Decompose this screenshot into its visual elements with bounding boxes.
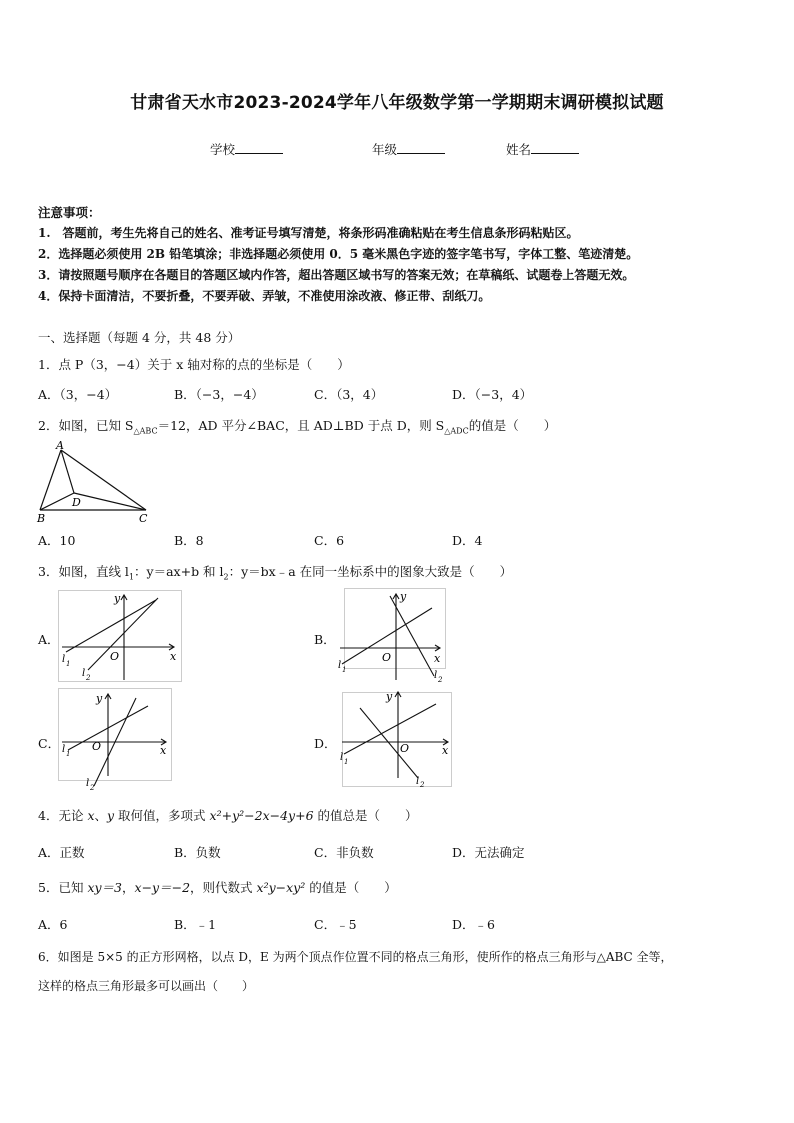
l2-label: l xyxy=(416,776,420,787)
l1-subscript: 1 xyxy=(66,750,71,758)
q3-text-post: ：y＝bx﹣a 在同一坐标系中的图象大致是（ ） xyxy=(228,564,513,579)
q2-text-mid: ＝12，AD 平分∠BAC，且 AD⊥BD 于点 D，则 S xyxy=(157,418,445,433)
q5-text-post: 的值是（ ） xyxy=(305,880,397,895)
l1-label: l xyxy=(62,744,66,755)
q1-option-d: D．（−3，4） xyxy=(452,387,533,402)
grade-field xyxy=(372,140,445,158)
q5-condition-1: xy＝3 xyxy=(87,880,123,895)
q3-option-c: C． xyxy=(38,736,61,751)
l1-subscript: 1 xyxy=(342,666,347,674)
q3-sub-2: 2 xyxy=(223,572,229,582)
q5-option-a: A．6 xyxy=(38,917,68,932)
q2-option-c: C．6 xyxy=(314,533,345,548)
origin-label: O xyxy=(92,740,102,753)
page-title: 甘肃省天水市2023-2024学年八年级数学第一学期期末调研模拟试题 xyxy=(130,93,664,113)
vertex-b-label: B xyxy=(37,512,46,525)
school-blank xyxy=(235,141,283,154)
graph-c xyxy=(58,688,172,792)
y-axis-label: y xyxy=(400,590,407,603)
l2-label: l xyxy=(82,668,86,679)
q2-option-b: B．8 xyxy=(174,533,204,548)
name-blank xyxy=(531,141,579,154)
l1-label: l xyxy=(340,752,344,763)
vertex-a-label: A xyxy=(56,440,64,452)
school-label: 学校 xyxy=(210,142,236,157)
q4-option-b: B．负数 xyxy=(174,845,221,860)
question-6-line-2: 这样的格点三角形最多可以画出（ ） xyxy=(38,979,255,993)
question-3 xyxy=(38,562,512,582)
l2-subscript: 2 xyxy=(86,674,91,682)
origin-label: O xyxy=(382,651,392,664)
l2-label: l xyxy=(434,670,438,681)
grade-blank xyxy=(397,141,445,154)
question-1: 1．点 P（3，−4）关于 x 轴对称的点的坐标是（ ） xyxy=(38,357,350,372)
q3-option-d: D． xyxy=(314,736,337,751)
triangle-figure xyxy=(34,440,154,526)
q3-option-a: A． xyxy=(38,632,60,647)
q2-option-d: D．4 xyxy=(452,533,483,548)
school-field xyxy=(210,140,283,158)
q1-option-b: B．（−3，−4） xyxy=(174,387,264,402)
note-item: 4．保持卡面清洁，不要折叠，不要弄破、弄皱，不准使用涂改液、修正带、刮纸刀。 xyxy=(38,289,491,303)
graph-b xyxy=(334,588,446,684)
q5-sep: ， xyxy=(122,880,135,895)
q4-option-c: C．非负数 xyxy=(314,845,374,860)
y-axis-label: y xyxy=(114,592,121,605)
note-item: 1. 答题前，考生先将自己的姓名、准考证号填写清楚，将条形码准确粘贴在考生信息条形码粘贴区。 xyxy=(38,226,579,240)
q3-option-b: B． xyxy=(314,632,336,647)
q4-sep: 、 xyxy=(94,808,108,823)
x-axis-label: x xyxy=(160,744,167,757)
graph-a xyxy=(58,590,182,682)
name-label: 姓名 xyxy=(506,142,532,157)
question-5 xyxy=(38,878,397,896)
l2-subscript: 2 xyxy=(438,676,443,684)
notes-heading: 注意事项： xyxy=(38,205,101,220)
vertex-c-label: C xyxy=(139,512,148,525)
q2-sub-abc: △ABC xyxy=(133,426,158,436)
note-item: 3．请按照题号顺序在各题目的答题区域内作答，超出答题区域书写的答案无效；在草稿纸、试题卷上答题无效。 xyxy=(38,268,635,282)
y-axis-label: y xyxy=(96,692,103,705)
origin-label: O xyxy=(110,650,120,663)
x-axis-label: x xyxy=(434,652,441,665)
vertex-d-label: D xyxy=(72,496,81,509)
q3-text-pre: 3．如图，直线 l xyxy=(38,564,129,579)
q5-expression: x²y−xy² xyxy=(256,880,306,895)
q5-condition-2: x−y＝−2 xyxy=(134,880,191,895)
q3-sub-1: 1 xyxy=(128,572,135,582)
q5-text-pre: 5．已知 xyxy=(38,880,88,895)
q4-text-post: 的值总是（ ） xyxy=(313,808,418,823)
section-heading: 一、选择题（每题 4 分，共 48 分） xyxy=(38,330,241,345)
q1-option-a: A．（3，−4） xyxy=(38,387,118,402)
question-2 xyxy=(38,416,556,436)
q3-text-mid: ：y＝ax+b 和 l xyxy=(134,564,224,579)
l1-label: l xyxy=(338,660,342,671)
question-6-line-1: 6．如图是 5×5 的正方形网格，以点 D，E 为两个顶点作位置不同的格点三角形，使所作的格点三角形与△ABC 全等， xyxy=(38,950,673,964)
q4-text-pre: 4．无论 xyxy=(38,808,88,823)
x-axis-label: x xyxy=(170,650,177,663)
q4-var-y: y xyxy=(107,808,115,823)
x-axis-label: x xyxy=(442,744,449,757)
q4-option-a: A．正数 xyxy=(38,845,85,860)
q2-text-post: 的值是（ ） xyxy=(468,418,557,433)
l2-subscript: 2 xyxy=(420,781,425,788)
l2-label: l xyxy=(86,778,90,789)
q2-option-a: A．10 xyxy=(38,533,76,548)
q5-option-c: C．﹣5 xyxy=(314,917,357,932)
l1-subscript: 1 xyxy=(344,758,349,766)
name-field xyxy=(506,140,579,158)
q1-option-c: C．（3，4） xyxy=(314,387,384,402)
l2-subscript: 2 xyxy=(90,784,95,792)
q5-text-mid: ，则代数式 xyxy=(190,880,257,895)
q4-option-d: D．无法确定 xyxy=(452,845,525,860)
q2-sub-adc: △ADC xyxy=(444,426,469,436)
y-axis-label: y xyxy=(386,690,393,703)
q4-text-mid: 取何值，多项式 xyxy=(114,808,210,823)
grade-label: 年级 xyxy=(372,142,398,157)
q5-option-b: B．﹣1 xyxy=(174,917,217,932)
l1-subscript: 1 xyxy=(66,660,71,668)
l1-label: l xyxy=(62,654,66,665)
note-item: 2．选择题必须使用 2B 铅笔填涂；非选择题必须使用 0．5 毫米黑色字迹的签字笔书写，字体工整、笔迹清楚。 xyxy=(38,247,639,261)
q4-var-x: x xyxy=(87,808,95,823)
question-4 xyxy=(38,806,418,824)
q2-text-pre: 2．如图，已知 S xyxy=(38,418,134,433)
q5-option-d: D．﹣6 xyxy=(452,917,495,932)
q4-polynomial: x²+y²−2x−4y+6 xyxy=(209,808,314,823)
origin-label: O xyxy=(400,742,410,755)
graph-d xyxy=(336,688,452,788)
